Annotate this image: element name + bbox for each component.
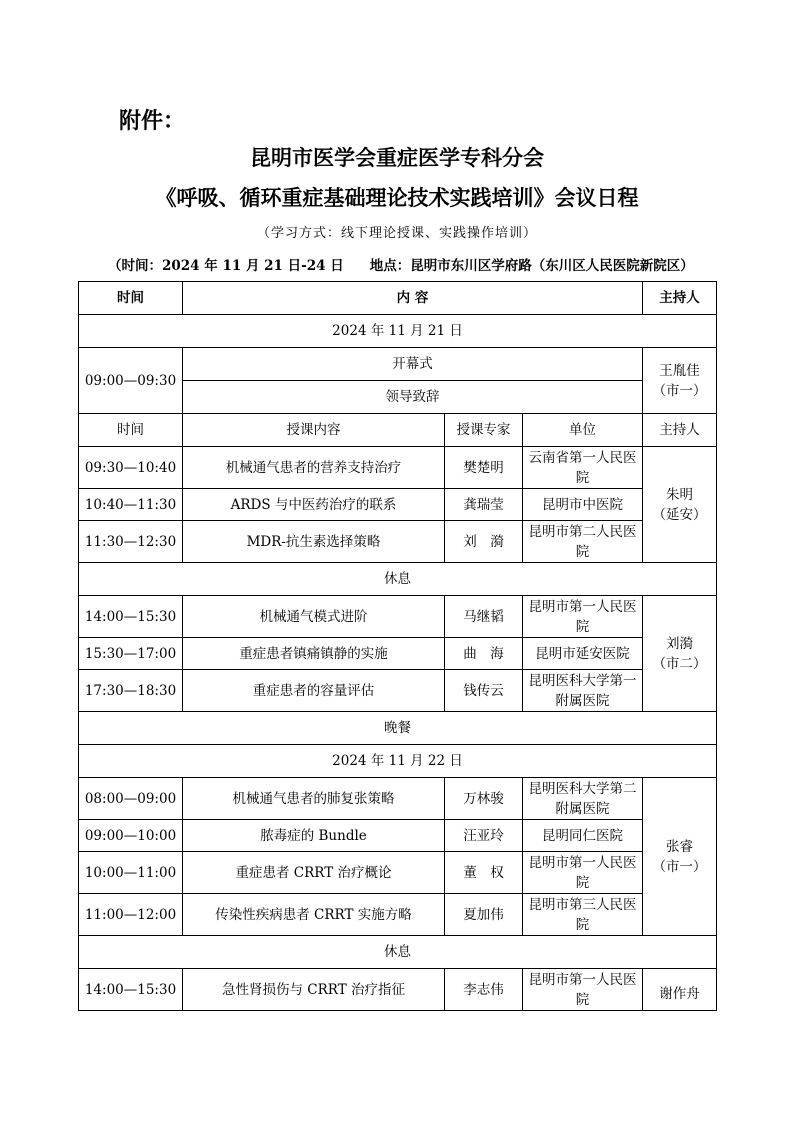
session-time: 14:00—15:30: [79, 969, 183, 1011]
table-row: [79, 852, 717, 894]
session-topic: 传染性疾病患者 CRRT 实施方略: [183, 894, 445, 936]
header-time: 时间: [79, 282, 183, 315]
table-row: [79, 348, 717, 381]
date-row: [79, 745, 717, 778]
session-topic: ARDS 与中医药治疗的联系: [183, 489, 445, 521]
header-content: 内 容: [183, 282, 643, 315]
session-topic: 急性肾损伤与 CRRT 治疗指征: [183, 969, 445, 1011]
session-speaker: 董 权: [445, 852, 523, 894]
session-topic: 重症患者镇痛镇静的实施: [183, 638, 445, 670]
table-row: [79, 969, 717, 1011]
table-row: [79, 638, 717, 670]
session-speaker: 李志伟: [445, 969, 523, 1011]
host-note: （延安）: [652, 506, 707, 523]
table-header-row: [79, 282, 717, 315]
table-row: [79, 820, 717, 852]
session-topic: 机械通气患者的营养支持治疗: [183, 447, 445, 489]
session-speaker: 曲 海: [445, 638, 523, 670]
sub-header-unit: 单位: [523, 414, 643, 447]
session-unit: 昆明医科大学第一附属医院: [523, 670, 643, 712]
session-unit: 昆明医科大学第二附属医院: [523, 778, 643, 820]
opening-host: [643, 348, 717, 414]
sub-header-time: 时间: [79, 414, 183, 447]
table-row: [79, 521, 717, 563]
opening-time: 09:00—09:30: [79, 348, 183, 414]
session-time: 08:00—09:00: [79, 778, 183, 820]
break-row: [79, 936, 717, 969]
session-unit: 昆明市中医院: [523, 489, 643, 521]
session-time: 10:00—11:00: [79, 852, 183, 894]
session-unit: 昆明市第三人民医院: [523, 894, 643, 936]
host-name: 王胤佳: [659, 362, 700, 379]
session-unit: 昆明市延安医院: [523, 638, 643, 670]
session-host: [643, 778, 717, 936]
date-row: [79, 315, 717, 348]
host-name: 张睿: [666, 838, 694, 855]
host-note: （市二）: [652, 655, 707, 672]
session-unit: 昆明市第一人民医院: [523, 596, 643, 638]
session-time: 14:00—15:30: [79, 596, 183, 638]
session-speaker: 汪亚玲: [445, 820, 523, 852]
time-info: （时间：2024 年 11 月 21 日-24 日: [108, 258, 344, 274]
session-topic: 重症患者 CRRT 治疗概论: [183, 852, 445, 894]
header-host: 主持人: [643, 282, 717, 315]
session-speaker: 樊楚明: [445, 447, 523, 489]
table-row: [79, 596, 717, 638]
session-unit: 昆明市第一人民医院: [523, 969, 643, 1011]
session-topic: 脓毒症的 Bundle: [183, 820, 445, 852]
session-speaker: 夏加伟: [445, 894, 523, 936]
dinner-label: 晚餐: [79, 712, 717, 745]
session-time: 17:30—18:30: [79, 670, 183, 712]
opening-item: 开幕式: [183, 348, 643, 381]
host-name: 朱明: [666, 486, 694, 503]
meeting-info: [108, 254, 694, 274]
session-time: 11:30—12:30: [79, 521, 183, 563]
study-method: （学习方式：线下理论授课、实践操作培训）: [256, 226, 537, 241]
date-day2: 2024 年 11 月 22 日: [79, 745, 717, 778]
table-row: [79, 778, 717, 820]
break-label: 休息: [79, 936, 717, 969]
break-label: 休息: [79, 563, 717, 596]
document-subtitle: 《呼吸、循环重症基础理论技术实践培训》会议日程: [155, 185, 639, 210]
sub-header-host: 主持人: [643, 414, 717, 447]
schedule-table: [78, 281, 717, 1011]
host-note: （市一）: [652, 858, 707, 875]
sub-header-speaker: 授课专家: [445, 414, 523, 447]
session-unit: 云南省第一人民医院: [523, 447, 643, 489]
sub-header-row: [79, 414, 717, 447]
session-host: [643, 596, 717, 712]
table-row: [79, 447, 717, 489]
session-time: 15:30—17:00: [79, 638, 183, 670]
dinner-row: [79, 712, 717, 745]
session-topic: MDR-抗生素选择策略: [183, 521, 445, 563]
session-host: [643, 447, 717, 563]
document-title: 昆明市医学会重症医学专科分会: [250, 145, 544, 170]
session-topic: 重症患者的容量评估: [183, 670, 445, 712]
attachment-label: 附件：: [119, 109, 186, 134]
opening-item: 领导致辞: [183, 381, 643, 414]
break-row: [79, 563, 717, 596]
session-unit: 昆明市第一人民医院: [523, 852, 643, 894]
session-unit: 昆明同仁医院: [523, 820, 643, 852]
session-unit: 昆明市第二人民医院: [523, 521, 643, 563]
session-time: 09:30—10:40: [79, 447, 183, 489]
session-time: 10:40—11:30: [79, 489, 183, 521]
session-topic: 机械通气患者的肺复张策略: [183, 778, 445, 820]
session-speaker: 马继韬: [445, 596, 523, 638]
table-row: [79, 489, 717, 521]
session-speaker: 刘 漪: [445, 521, 523, 563]
sub-header-topic: 授课内容: [183, 414, 445, 447]
session-time: 11:00—12:00: [79, 894, 183, 936]
date-day1: 2024 年 11 月 21 日: [79, 315, 717, 348]
host-note: （市一）: [652, 382, 707, 399]
session-topic: 机械通气模式进阶: [183, 596, 445, 638]
session-host: 谢作舟: [643, 969, 717, 1011]
location-info: 地点：昆明市东川区学府路（东川区人民医院新院区）: [369, 258, 694, 274]
host-name: 刘漪: [666, 635, 694, 652]
session-speaker: 钱传云: [445, 670, 523, 712]
session-speaker: 万林骏: [445, 778, 523, 820]
table-row: [79, 670, 717, 712]
table-row: [79, 894, 717, 936]
session-time: 09:00—10:00: [79, 820, 183, 852]
session-speaker: 龚瑞莹: [445, 489, 523, 521]
